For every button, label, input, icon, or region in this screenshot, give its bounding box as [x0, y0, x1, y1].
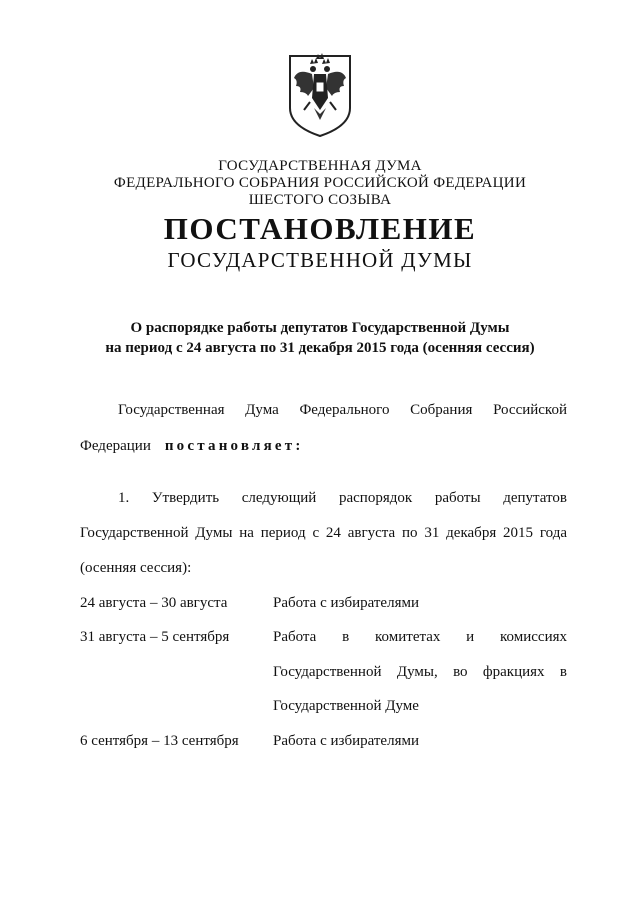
schedule-activity-2-line-3: Государственной Думе	[273, 698, 419, 714]
schedule-period-3: 6 сентября – 13 сентября	[80, 733, 239, 749]
schedule-activity-2-line-1: Работа в комитетах и комиссиях	[273, 629, 567, 645]
item1-line-2: Государственной Думы на период с 24 августа по 31 декабря 2015 года	[80, 525, 567, 541]
item1-line-1: 1. Утвердить следующий распорядок работы депутатов	[118, 490, 567, 506]
schedule-activity-2-line-2: Государственной Думы, во фракциях в	[273, 664, 567, 680]
document-issuer: ГОСУДАРСТВЕННОЙ ДУМЫ	[167, 248, 473, 272]
decides-word: постановляет:	[164, 438, 304, 454]
header-line-3: ШЕСТОГО СОЗЫВА	[248, 192, 392, 208]
issuer-header	[0, 158, 640, 209]
preamble-federation: Федерации	[80, 438, 151, 454]
preamble-line-1: Государственная Дума Федерального Собрания Российской	[118, 402, 567, 418]
header-line-1: ГОСУДАРСТВЕННАЯ ДУМА	[218, 158, 422, 174]
subject-line-1: О распорядке работы депутатов Государственной Думы	[130, 320, 510, 336]
item1-line-3: (осенняя сессия):	[80, 560, 192, 576]
preamble-line-2	[80, 437, 567, 455]
coat-of-arms-icon	[284, 50, 356, 140]
subject-line-2: на период с 24 августа по 31 декабря 2015 года (осенняя сессия)	[105, 340, 535, 356]
schedule-period-1: 24 августа – 30 августа	[80, 595, 228, 611]
document-subject	[0, 318, 640, 358]
document-type: ПОСТАНОВЛЕНИЕ	[163, 211, 477, 246]
header-line-2: ФЕДЕРАЛЬНОГО СОБРАНИЯ РОССИЙСКОЙ ФЕДЕРАЦИИ	[113, 175, 527, 191]
schedule-activity-1: Работа с избирателями	[273, 595, 419, 611]
schedule-period-2: 31 августа – 5 сентября	[80, 629, 230, 645]
schedule-activity-3: Работа с избирателями	[273, 733, 419, 749]
